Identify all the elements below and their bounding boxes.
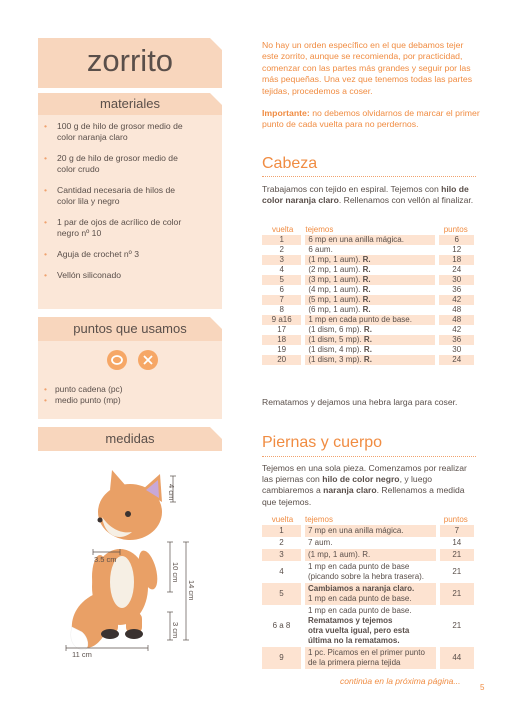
text-run-bold: R. [362, 265, 371, 274]
cell-puntos: 44 [438, 647, 474, 669]
text-line-bold: Rematamos y tejemos [307, 616, 393, 625]
table-row [262, 335, 474, 345]
cell-puntos: 42 [452, 325, 462, 334]
cell-vuelta: 20 [262, 355, 303, 365]
table-row [262, 325, 474, 335]
cell-tejemos [303, 355, 437, 365]
text-line: de la primera pierna tejida [307, 658, 401, 667]
text-line-bold: otra vuelta igual, pero esta última no la rematamos. [307, 626, 410, 645]
title-box [38, 38, 222, 88]
dim-body-label: 10 cm [171, 562, 180, 583]
cell-tejemos [303, 315, 437, 325]
dim-height-label: 14 cm [187, 580, 196, 601]
text-run: , y luego cambiaremos a [262, 474, 433, 496]
cell-tejemos [303, 647, 438, 669]
cell-vuelta: 19 [277, 345, 287, 354]
text-run: 1 mp en cada punto de base. [308, 315, 412, 324]
materials-heading: materiales [100, 96, 160, 111]
col-vuelta: vuelta [271, 515, 294, 524]
table-row [262, 647, 474, 669]
dim-width-label: 11 cm [72, 650, 92, 659]
table-row [262, 305, 474, 315]
dim-ear-label: 4 cm [167, 484, 176, 501]
stitches-header [38, 317, 222, 341]
cell-vuelta: 18 [262, 335, 303, 345]
cell-tejemos [303, 285, 437, 295]
continue-note: continúa en la próxima página... [340, 676, 461, 686]
cell-vuelta: 4 [279, 567, 284, 576]
text-run: . Rellenamos a medida que tejemos. [262, 485, 465, 507]
list-item: • punto cadena (pc) [44, 384, 123, 395]
section-rule [262, 176, 476, 177]
cell-vuelta: 17 [277, 325, 287, 334]
text-run-bold: R. [363, 325, 372, 334]
cell-puntos: 48 [437, 315, 474, 325]
cell-puntos: 7 [438, 525, 474, 537]
list-item: • 100 g de hilo de grosor medio de color naranja claro [44, 121, 202, 143]
text-line: 1 mp en cada punto de base. [307, 594, 412, 603]
measures-header [38, 427, 222, 451]
text-line: 7 aum. [307, 538, 333, 547]
cell-puntos: 24 [452, 265, 462, 274]
cell-puntos: 18 [437, 255, 474, 265]
table-row [262, 315, 474, 325]
text-line: (picando sobre la hebra trasera). [307, 572, 425, 581]
cabeza-intro [262, 184, 476, 206]
cell-tejemos [303, 605, 438, 647]
cell-tejemos [303, 235, 437, 245]
text-run: (4 mp, 1 aum). [308, 285, 363, 294]
text-run-bold: R. [362, 305, 371, 314]
dim-leg-label: 3 cm [171, 622, 180, 639]
fox-illustration [60, 462, 210, 662]
text-run: . Rellenamos con vellón al finalizar. [338, 195, 474, 206]
cell-vuelta: 6 [279, 285, 284, 294]
text-run: (2 mp, 1 aum). [308, 265, 363, 274]
corner-fold [210, 93, 222, 105]
cell-puntos: 30 [437, 275, 474, 285]
cell-vuelta: 3 [262, 255, 303, 265]
text-line: 1 mp en cada punto de base. [307, 606, 412, 615]
table-row [262, 355, 474, 365]
cell-puntos: 12 [452, 245, 462, 254]
list-item: • Vellón siliconado [44, 270, 214, 281]
table-row [262, 561, 474, 583]
text-run: Tejemos en una sola pieza. Comenzamos por realizar las piernas con [262, 463, 467, 485]
text-run: (1 dism, 4 mp). [308, 345, 364, 354]
text-run: (1 dism, 6 mp). [308, 325, 364, 334]
list-item: • Cantidad necesaria de hilos de color lila y negro [44, 185, 192, 207]
text-line: (1 mp, 1 aum). R. [307, 550, 371, 559]
col-tejemos: tejemos [305, 225, 334, 234]
dim-arm-label: 3.5 cm [94, 555, 117, 564]
cell-vuelta: 9 a16 [262, 315, 303, 325]
chain-stitch-symbol-icon [107, 350, 127, 370]
cell-puntos: 21 [452, 621, 462, 630]
cell-tejemos [303, 345, 437, 355]
cell-puntos: 36 [437, 335, 474, 345]
text-line: 1 pc. Picamos en el primer punto [307, 648, 425, 657]
important-text: no debemos olvidarnos de marcar el primer punto de cada vuelta para no perdernos. [262, 108, 480, 130]
cabeza-table [262, 224, 474, 365]
table-row [262, 235, 474, 245]
cell-tejemos [303, 583, 438, 605]
cell-vuelta: 8 [279, 305, 284, 314]
table-row [262, 275, 474, 285]
table-row [262, 295, 474, 305]
cell-puntos: 30 [452, 345, 462, 354]
section-rule [262, 456, 476, 457]
list-item: • Aguja de crochet nº 3 [44, 249, 214, 260]
materials-list [44, 121, 214, 291]
table-row [262, 525, 474, 537]
cell-tejemos [303, 537, 438, 549]
text-run-bold: R. [362, 285, 371, 294]
cell-vuelta: 4 [279, 265, 284, 274]
cell-vuelta: 7 [262, 295, 303, 305]
cell-tejemos [303, 275, 437, 285]
text-run-bold: R. [363, 355, 372, 364]
text-run: (1 dism, 5 mp). [308, 335, 364, 344]
text-run-bold: naranja claro [323, 485, 377, 496]
cell-tejemos [303, 335, 437, 345]
cell-vuelta: 1 [262, 525, 303, 537]
important-label: Importante: [262, 108, 310, 118]
cell-tejemos [303, 295, 437, 305]
cell-tejemos [303, 549, 438, 561]
list-item: • 1 par de ojos de acrílico de color negro nº 10 [44, 217, 197, 239]
cell-vuelta: 1 [262, 235, 303, 245]
cell-puntos: 21 [438, 583, 474, 605]
text-line: 1 mp en cada punto de base [307, 562, 410, 571]
section-title-cabeza: Cabeza [262, 155, 318, 172]
col-puntos: puntos [443, 515, 468, 524]
cell-tejemos [303, 305, 437, 315]
text-line: 7 mp en una anilla mágica. [307, 526, 404, 535]
page-number: 5 [480, 683, 485, 692]
table-row [262, 245, 474, 255]
list-item: • 20 g de hilo de grosor medio de color crudo [44, 153, 197, 175]
cell-tejemos [303, 265, 437, 275]
corner-fold [210, 317, 222, 329]
table-row [262, 537, 474, 549]
stitches-heading: puntos que usamos [73, 321, 187, 336]
cell-puntos: 48 [452, 305, 462, 314]
list-item: • medio punto (mp) [44, 395, 123, 406]
cell-tejemos [303, 245, 437, 255]
text-run: 6 mp en una anilla mágica. [308, 235, 404, 244]
cell-puntos: 21 [438, 549, 474, 561]
table-row [262, 345, 474, 355]
cell-puntos: 42 [437, 295, 474, 305]
single-crochet-symbol-icon [138, 350, 158, 370]
table-row [262, 285, 474, 295]
text-run-bold: R. [363, 345, 372, 354]
cell-vuelta: 6 a 8 [272, 621, 291, 630]
measures-heading: medidas [105, 431, 155, 446]
cell-puntos: 21 [452, 567, 462, 576]
text-run-bold: R. [362, 255, 371, 264]
piernas-intro [262, 463, 476, 508]
materials-header [38, 93, 222, 115]
cell-vuelta: 2 [279, 538, 284, 547]
cell-vuelta: 3 [262, 549, 303, 561]
cell-tejemos [303, 561, 438, 583]
stitches-panel [38, 341, 222, 419]
cell-puntos: 36 [452, 285, 462, 294]
text-run-bold: R. [362, 275, 371, 284]
text-run: (3 mp, 1 aum). [308, 275, 363, 284]
col-puntos: puntos [443, 225, 468, 234]
cell-vuelta: 5 [262, 583, 303, 605]
cell-tejemos [303, 525, 438, 537]
cell-vuelta: 2 [279, 245, 284, 254]
text-run: (6 mp, 1 aum). [308, 305, 363, 314]
cell-puntos: 6 [437, 235, 474, 245]
text-run: (1 dism, 3 mp). [308, 355, 364, 364]
stitches-list [44, 384, 123, 406]
cell-tejemos [303, 325, 437, 335]
section-title-piernas: Piernas y cuerpo [262, 434, 383, 451]
corner-fold [210, 427, 222, 439]
page-title: zorrito [86, 43, 174, 78]
piernas-table [262, 514, 474, 669]
cell-puntos: 24 [437, 355, 474, 365]
table-row [262, 265, 474, 275]
col-vuelta: vuelta [271, 225, 294, 234]
cell-vuelta: 5 [262, 275, 303, 285]
cell-puntos: 14 [452, 538, 462, 547]
text-run: 6 aum. [308, 245, 333, 254]
intro-text: No hay un orden específico en el que debamos tejer este zorrito, aunque se recomienda, por practicidad, comenzar con las partes más grandes y seguir por las más pequeñas. Una vez que tenemos todas las partes tejidas, procedemos a coser. [262, 40, 473, 96]
corner-fold [210, 38, 222, 50]
cell-tejemos [303, 255, 437, 265]
text-run-bold: hilo de color naranja claro [262, 184, 469, 206]
text-run: (1 mp, 1 aum). [308, 255, 363, 264]
text-run: Trabajamos con tejido en espiral. Tejemos con [262, 184, 442, 194]
text-run-bold: R. [362, 295, 371, 304]
text-run-bold: hilo de color negro [322, 474, 400, 485]
text-line-bold: Cambiamos a naranja claro. [307, 584, 415, 593]
table-row [262, 549, 474, 561]
text-run: (5 mp, 1 aum). [308, 295, 363, 304]
table-row [262, 583, 474, 605]
table-row [262, 605, 474, 647]
important-note [262, 108, 480, 131]
col-tejemos: tejemos [304, 515, 333, 524]
table-row [262, 255, 474, 265]
text-run-bold: R. [363, 335, 372, 344]
cell-vuelta: 9 [262, 647, 303, 669]
cabeza-closing: Rematamos y dejamos una hebra larga para coser. [262, 397, 458, 407]
